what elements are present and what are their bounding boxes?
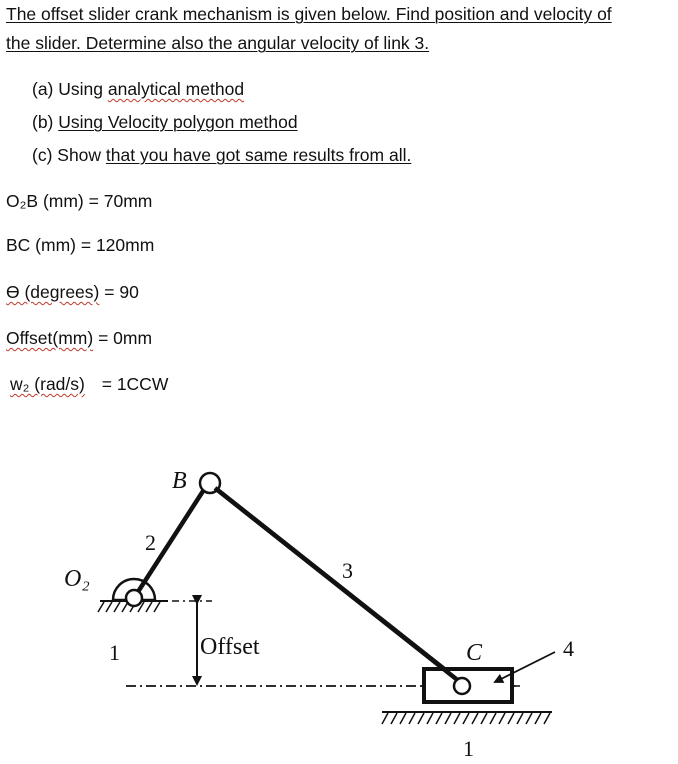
label-o2: O₂: [64, 566, 90, 592]
problem-statement-line1: The offset slider crank mechanism is given below. Find position and velocity of: [6, 4, 612, 24]
given-bc-label: BC (mm): [6, 235, 76, 255]
label-link-4: 4: [563, 636, 574, 661]
label-ground-right: 1: [463, 736, 474, 761]
label-b: B: [172, 468, 187, 494]
slider-ground: [382, 712, 552, 724]
slider-crank-diagram: [0, 440, 678, 764]
given-offset-value: = 0mm: [98, 328, 153, 348]
part-c-prefix: (c) Show: [32, 145, 106, 165]
given-bc-value: = 120mm: [80, 235, 155, 255]
label-link-2: 2: [145, 530, 156, 555]
given-o2b: [6, 190, 152, 212]
label-link-3: 3: [342, 558, 353, 583]
label-ground-left: 1: [109, 640, 120, 665]
label-c: C: [466, 640, 483, 666]
given-theta-value: = 90: [104, 282, 139, 302]
joint-c: [454, 678, 470, 694]
part-b-text: Using Velocity polygon method: [58, 112, 298, 132]
part-c-text: that you have got same results from all.: [105, 145, 412, 165]
given-bc: [6, 234, 154, 256]
part-a-prefix: (a) Using: [32, 79, 108, 99]
given-w2: [10, 373, 168, 395]
given-o2b-label: O₂B (mm): [6, 191, 84, 211]
given-w2-label: w₂ (rad/s): [10, 374, 85, 394]
given-theta: [6, 281, 139, 303]
part-b-prefix: (b): [32, 112, 59, 132]
part-a: [32, 78, 244, 100]
given-offset-label: Offset(mm): [6, 328, 94, 348]
part-a-text: analytical method: [107, 79, 245, 99]
given-w2-value: = 1CCW: [101, 374, 169, 394]
label-offset: Offset: [200, 634, 260, 660]
joint-o2: [126, 590, 142, 606]
given-o2b-value: = 70mm: [88, 191, 153, 211]
given-offset: [6, 327, 152, 349]
part-b: [32, 111, 298, 133]
given-theta-label: ϴ (degrees): [6, 282, 100, 302]
problem-statement-line2: the slider. Determine also the angular velocity of link 3.: [6, 33, 430, 53]
part-c: [32, 144, 411, 166]
